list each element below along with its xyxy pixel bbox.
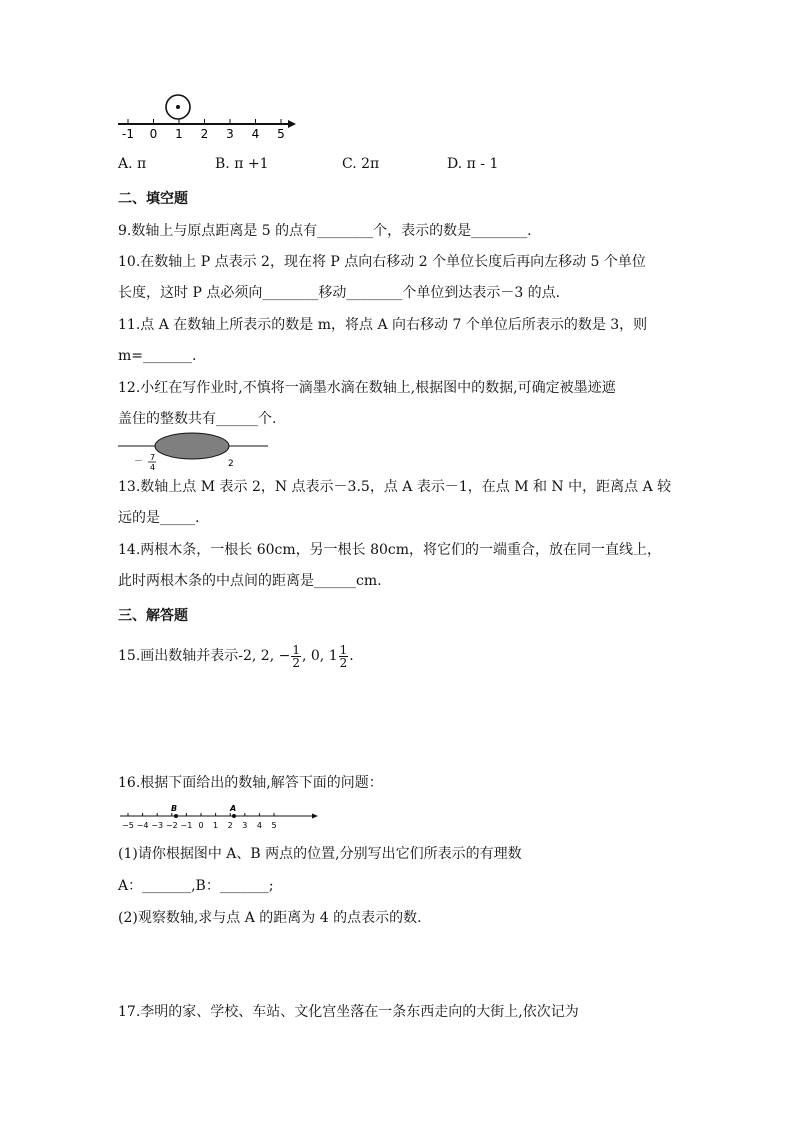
fig16-tick-label: 5 xyxy=(271,821,277,830)
section-title-fill-in: 二、填空题 xyxy=(118,191,188,207)
question-13-line1: 13.数轴上点 M 表示 2，N 点表示－3.5，点 A 表示－1，在点 M 和 N 中，距离点 A 较 xyxy=(118,479,672,495)
point-a-dot xyxy=(232,814,236,818)
fig16-tick-label: 0 xyxy=(198,821,204,830)
question-9: 9.数轴上与原点距离是 5 的点有________个，表示的数是________. xyxy=(118,223,532,239)
question-10-line1: 10.在数轴上 P 点表示 2，现在将 P 点向右移动 2 个单位长度后再向左移动 5 个单位 xyxy=(118,254,646,270)
fig16-tick-label: −2 xyxy=(165,821,178,830)
figure-number-line-ab xyxy=(116,804,326,834)
question-13-line2: 远的是_____. xyxy=(118,510,200,526)
question-16-answer-line: A：_______,B：_______; xyxy=(118,878,274,894)
question-16-part2: (2)观察数轴,求与点 A 的距离为 4 的点表示的数. xyxy=(118,910,422,926)
question-11-line1: 11.点 A 在数轴上所表示的数是 m，将点 A 向右移动 7 个单位后所表示的数是 3，则 xyxy=(118,317,648,333)
fig1-tick-label: 3 xyxy=(226,127,234,141)
q15-suffix: . xyxy=(349,648,354,664)
point-b-label: B xyxy=(171,804,178,813)
fig1-tick-label: -1 xyxy=(122,127,134,141)
left-den: 4 xyxy=(150,463,156,472)
question-16-intro: 16.根据下面给出的数轴,解答下面的问题： xyxy=(118,775,383,791)
fig16-tick-label: −5 xyxy=(122,821,134,830)
question-10-line2: 长度，这时 P 点必须向________移动________个单位到达表示－3 的点. xyxy=(118,285,561,301)
fig16-tick-label: −1 xyxy=(180,821,193,830)
left-sign: － xyxy=(134,457,144,467)
fig16-tick-label: 4 xyxy=(256,821,262,830)
question-12-line2: 盖住的整数共有______个. xyxy=(118,411,277,427)
point-a-label: A xyxy=(230,804,237,813)
left-num: 7 xyxy=(150,453,156,462)
figure-ink-blot xyxy=(114,432,274,472)
fig16-tick-label: 3 xyxy=(242,821,248,830)
question-17: 17.李明的家、学校、车站、文化宫坐落在一条东西走向的大街上,依次记为 xyxy=(118,1004,579,1020)
circle-center-dot xyxy=(176,105,180,109)
question-11-line2: m=_______. xyxy=(118,348,197,364)
ink-blot xyxy=(155,433,229,459)
fig1-tick-label: 0 xyxy=(149,127,158,141)
fig1-tick-label: 1 xyxy=(175,127,183,141)
question-14-line2: 此时两根木条的中点间的距离是______cm. xyxy=(118,573,382,589)
fig1-tick-label: 5 xyxy=(277,127,285,141)
question-12-line1: 12.小红在写作业时,不慎将一滴墨水滴在数轴上,根据图中的数据,可确定被墨迹遮 xyxy=(118,380,616,396)
fig16-tick-label: 1 xyxy=(213,821,219,830)
axis-arrow xyxy=(288,120,296,128)
axis-arrow xyxy=(312,814,318,819)
fig16-tick-label: 2 xyxy=(227,821,233,830)
fraction-half: $\frac{1}{2}$ xyxy=(292,642,300,670)
option-c: C. 2π xyxy=(342,156,380,172)
question-16-part1: (1)请你根据图中 A、B 两点的位置,分别写出它们所表示的有理数 xyxy=(118,846,522,862)
figure-number-line-circle xyxy=(112,90,302,150)
fig16-tick-label: −4 xyxy=(136,821,149,830)
section-title-answer: 三、解答题 xyxy=(118,608,188,624)
point-b-dot xyxy=(174,814,178,818)
q15-prefix: 15.画出数轴并表示-2, 2, − xyxy=(118,648,291,664)
fig16-tick-label: −3 xyxy=(151,821,164,830)
option-d: D. π - 1 xyxy=(447,156,499,172)
fraction-half-mixed: $\frac{1}{2}$ xyxy=(339,642,348,670)
fig1-tick-label: 4 xyxy=(251,127,260,141)
question-14-line1: 14.两根木条，一根长 60cm，另一根长 80cm，将它们的一端重合，放在同一直线上， xyxy=(118,542,662,558)
q15-mid: , 0, 1 xyxy=(301,648,338,664)
fig1-tick-label: 2 xyxy=(200,127,209,141)
question-15 xyxy=(118,641,354,671)
right-label: 2 xyxy=(228,459,234,469)
option-a: A. π xyxy=(118,156,147,172)
option-b: B. π +1 xyxy=(215,156,269,172)
